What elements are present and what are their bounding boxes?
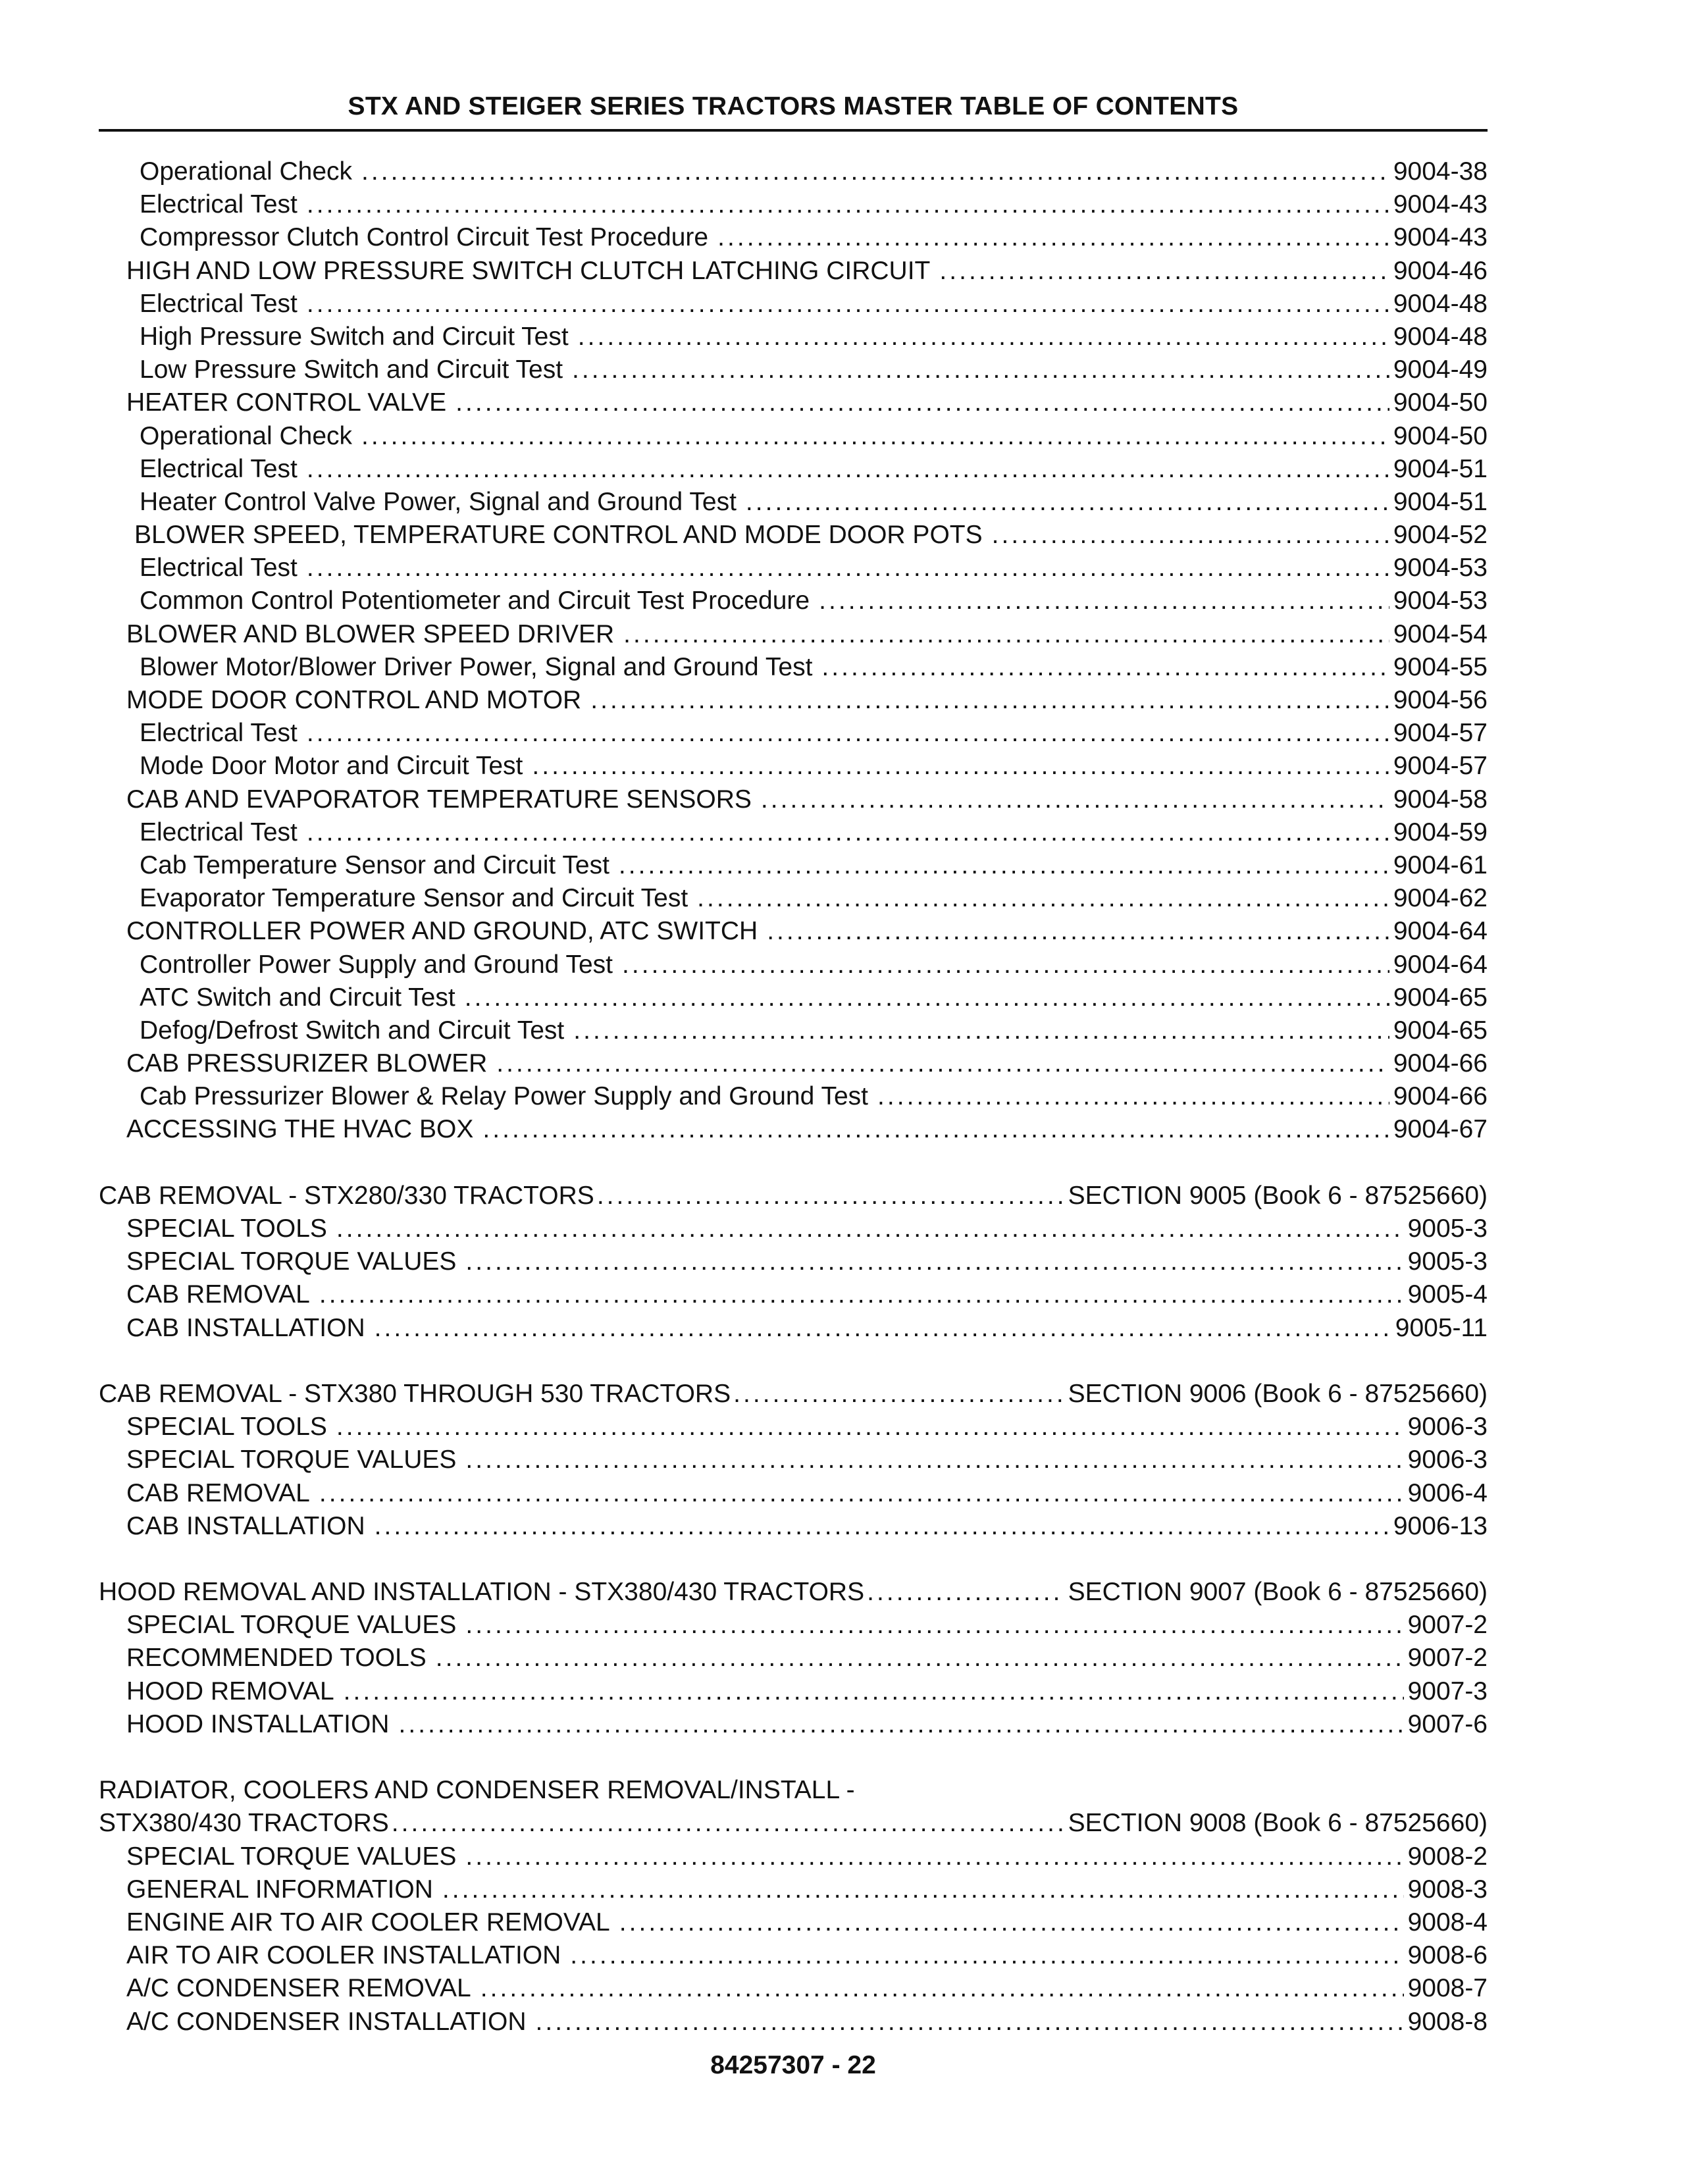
toc-entry[interactable] (99, 1113, 1488, 1146)
toc-entry-label: AIR TO AIR COOLER INSTALLATION (126, 1941, 561, 1970)
dot-leader (361, 155, 1389, 188)
toc-entry-label: A/C CONDENSER REMOVAL (126, 1974, 471, 2003)
toc-entry[interactable] (99, 288, 1488, 321)
toc-entry-label: SPECIAL TORQUE VALUES (126, 1445, 457, 1474)
dot-leader (465, 1609, 1403, 1642)
dot-leader (465, 1840, 1403, 1873)
toc-entry-page: 9004-52 (1393, 521, 1488, 550)
dot-leader (619, 849, 1389, 882)
dot-leader (767, 915, 1389, 948)
dot-leader (465, 1245, 1403, 1278)
toc-entry-label: CAB INSTALLATION (126, 1511, 365, 1540)
dot-leader (398, 1708, 1403, 1741)
toc-entry[interactable] (99, 1906, 1488, 1939)
dot-leader (436, 1642, 1404, 1675)
toc-entry-label: Cab Temperature Sensor and Circuit Test (140, 850, 609, 879)
dot-leader (307, 816, 1389, 849)
toc-entry-page: 9005-11 (1395, 1313, 1488, 1342)
toc-entry[interactable] (99, 486, 1488, 519)
toc-entry-label: Electrical Test (140, 719, 298, 748)
dot-leader (375, 1312, 1391, 1345)
toc-entry-label: CAB REMOVAL (126, 1280, 310, 1309)
dot-leader (821, 651, 1389, 684)
dot-leader (336, 1411, 1404, 1443)
toc-entry-label: ENGINE AIR TO AIR COOLER REMOVAL (126, 1908, 610, 1937)
toc-entry-label: Electrical Test (140, 190, 298, 219)
dot-leader (442, 1873, 1404, 1906)
toc-entry-label: Mode Door Motor and Circuit Test (140, 752, 523, 781)
dot-leader (307, 552, 1389, 585)
toc-entry[interactable] (99, 585, 1488, 617)
toc-entry[interactable] (99, 717, 1488, 750)
toc-entry[interactable] (99, 1708, 1488, 1741)
toc-entry-page: 9004-43 (1393, 190, 1488, 219)
toc-entry-label: BLOWER SPEED, TEMPERATURE CONTROL AND MODE DOOR POTS (134, 521, 983, 550)
toc-entry-label: Common Control Potentiometer and Circuit Test Procedure (140, 586, 810, 615)
toc-entry-label: Electrical Test (140, 554, 298, 583)
toc-entry-label: ATC Switch and Circuit Test (140, 983, 455, 1012)
toc-entry[interactable] (99, 651, 1488, 684)
toc-entry[interactable] (99, 1047, 1488, 1080)
dot-leader (939, 255, 1389, 288)
toc-entry-page: 9004-51 (1393, 487, 1488, 516)
toc-entry[interactable] (99, 915, 1488, 948)
dot-leader (344, 1675, 1404, 1708)
toc-entry-page: 9004-49 (1393, 355, 1488, 384)
dot-leader (536, 2006, 1404, 2039)
dot-leader (877, 1080, 1389, 1113)
toc-entry-label: A/C CONDENSER INSTALLATION (126, 2007, 527, 2036)
toc-entry-page: 9004-53 (1393, 586, 1488, 615)
toc-entry-page: 9004-65 (1393, 983, 1488, 1012)
toc-entry-page: 9004-55 (1393, 652, 1488, 681)
toc-entry[interactable] (99, 1411, 1488, 1443)
toc-entry[interactable] (99, 552, 1488, 585)
dot-leader (697, 882, 1389, 915)
toc-entry-label: CAB INSTALLATION (126, 1313, 365, 1342)
toc-entry-label: Evaporator Temperature Sensor and Circuit Test (140, 884, 688, 913)
toc-entry-label: High Pressure Switch and Circuit Test (140, 322, 569, 351)
toc-entry-label: MODE DOOR CONTROL AND MOTOR (126, 686, 582, 714)
toc-entry[interactable] (99, 321, 1488, 353)
toc-entry-page: 9004-64 (1393, 950, 1488, 979)
toc-entry[interactable] (99, 618, 1488, 651)
toc-entry-page: 9007-6 (1407, 1709, 1488, 1738)
toc-entry-page: 9004-51 (1393, 454, 1488, 483)
toc-entry[interactable] (99, 2006, 1488, 2039)
toc-entry-label: CAB PRESSURIZER BLOWER (126, 1049, 488, 1078)
dot-leader (590, 684, 1389, 717)
toc-entry-page: 9007-2 (1407, 1644, 1488, 1673)
toc-entry-label: CAB AND EVAPORATOR TEMPERATURE SENSORS (126, 785, 752, 814)
toc-entry[interactable] (99, 981, 1488, 1014)
dot-leader (867, 1576, 1064, 1609)
toc-entry-label: SPECIAL TOOLS (126, 1214, 327, 1243)
toc-entry-label: BLOWER AND BLOWER SPEED DRIVER (126, 619, 615, 648)
toc-entry-label: CAB REMOVAL (126, 1478, 310, 1507)
section-spacer (99, 1147, 1488, 1180)
toc-entry-page: 9004-43 (1393, 223, 1488, 252)
toc-entry[interactable] (99, 750, 1488, 783)
dot-leader (392, 1807, 1064, 1840)
dot-leader (480, 1972, 1404, 2005)
toc-entry-label: Cab Pressurizer Blower & Relay Power Supply and Ground Test (140, 1082, 868, 1111)
toc-entry-label: GENERAL INFORMATION (126, 1875, 433, 1904)
section-title: HOOD REMOVAL AND INSTALLATION - STX380/430 TRACTORS (99, 1578, 865, 1607)
header-rule (99, 129, 1488, 132)
dot-leader (307, 188, 1389, 221)
toc-entry-page: 9004-56 (1393, 686, 1488, 714)
section-spacer (99, 1741, 1488, 1774)
toc-entry[interactable] (99, 1939, 1488, 1972)
toc-entry-label: ACCESSING THE HVAC BOX (126, 1115, 474, 1144)
dot-leader (375, 1510, 1389, 1543)
toc-entry[interactable] (99, 783, 1488, 816)
dot-leader (992, 519, 1389, 552)
toc-entry-label: Compressor Clutch Control Circuit Test Procedure (140, 223, 709, 252)
toc-entry-label: SPECIAL TOOLS (126, 1413, 327, 1442)
section-heading[interactable] (99, 1378, 1488, 1411)
toc-entry-page: 9005-4 (1407, 1280, 1488, 1309)
dot-leader (465, 1443, 1403, 1476)
toc-entry[interactable] (99, 949, 1488, 981)
toc-entry[interactable] (99, 1642, 1488, 1675)
page-number: 84257307 - 22 (710, 2051, 876, 2079)
toc-entry-page: 9004-66 (1393, 1082, 1488, 1111)
toc-entry-page: 9004-66 (1393, 1049, 1488, 1078)
toc-entry-page: 9004-50 (1393, 421, 1488, 450)
toc-entry[interactable] (99, 353, 1488, 386)
toc-entry-label: Electrical Test (140, 818, 298, 846)
toc-entry-page: 9008-3 (1407, 1875, 1488, 1904)
dot-leader (307, 453, 1389, 486)
toc-entry-page: 9008-8 (1407, 2007, 1488, 2036)
toc-entry-label: SPECIAL TORQUE VALUES (126, 1842, 457, 1871)
section-ref: SECTION 9006 (Book 6 - 87525660) (1068, 1379, 1488, 1408)
toc-entry-page: 9004-62 (1393, 884, 1488, 913)
toc-entry[interactable] (99, 1245, 1488, 1278)
toc-entry-page: 9004-67 (1393, 1115, 1488, 1144)
dot-leader (496, 1047, 1389, 1080)
toc-entry[interactable] (99, 188, 1488, 221)
toc-entry-page: 9004-48 (1393, 289, 1488, 318)
table-of-contents (99, 155, 1488, 2039)
section-ref: SECTION 9007 (Book 6 - 87525660) (1068, 1578, 1488, 1607)
toc-entry-label: HOOD INSTALLATION (126, 1709, 390, 1738)
dot-leader (570, 1939, 1403, 1972)
toc-entry-label: RECOMMENDED TOOLS (126, 1644, 427, 1673)
section-spacer (99, 1345, 1488, 1378)
toc-entry[interactable] (99, 155, 1488, 188)
dot-leader (622, 949, 1389, 981)
dot-leader (578, 321, 1389, 353)
toc-entry-label: Blower Motor/Blower Driver Power, Signal and Ground Test (140, 652, 813, 681)
toc-entry-label: Operational Check (140, 157, 353, 186)
toc-entry[interactable] (99, 1510, 1488, 1543)
toc-entry-page: 9004-54 (1393, 619, 1488, 648)
toc-entry-label: Heater Control Valve Power, Signal and Ground Test (140, 487, 737, 516)
toc-entry[interactable] (99, 519, 1488, 552)
dot-leader (307, 717, 1389, 750)
toc-entry-label: Operational Check (140, 421, 353, 450)
dot-leader (361, 420, 1389, 453)
dot-leader (619, 1906, 1404, 1939)
toc-entry-page: 9004-50 (1393, 388, 1488, 417)
dot-leader (319, 1477, 1404, 1510)
toc-entry-page: 9004-61 (1393, 850, 1488, 879)
toc-entry[interactable] (99, 255, 1488, 288)
toc-entry-page: 9006-13 (1393, 1511, 1488, 1540)
dot-leader (482, 1113, 1389, 1146)
dot-leader (819, 585, 1389, 617)
dot-leader (532, 750, 1389, 783)
toc-entry-page: 9005-3 (1407, 1214, 1488, 1243)
dot-leader (761, 783, 1389, 816)
toc-entry-label: Electrical Test (140, 289, 298, 318)
toc-entry-page: 9006-3 (1407, 1413, 1488, 1442)
toc-entry[interactable] (99, 1443, 1488, 1476)
toc-entry[interactable] (99, 684, 1488, 717)
dot-leader (572, 353, 1389, 386)
toc-entry[interactable] (99, 1014, 1488, 1047)
dot-leader (465, 981, 1389, 1014)
toc-entry-label: HOOD REMOVAL (126, 1677, 334, 1705)
toc-entry[interactable] (99, 453, 1488, 486)
dot-leader (717, 221, 1389, 254)
toc-entry-page: 9004-57 (1393, 752, 1488, 781)
dot-leader (307, 288, 1389, 321)
section-title: CAB REMOVAL - STX280/330 TRACTORS (99, 1181, 594, 1210)
toc-entry-label: Controller Power Supply and Ground Test (140, 950, 613, 979)
toc-entry-page: 9004-65 (1393, 1016, 1488, 1045)
toc-entry[interactable] (99, 1312, 1488, 1345)
section-heading[interactable] (99, 1807, 1488, 1840)
toc-entry-page: 9004-46 (1393, 256, 1488, 285)
toc-entry-label: Low Pressure Switch and Circuit Test (140, 355, 563, 384)
toc-entry-label: SPECIAL TORQUE VALUES (126, 1247, 457, 1276)
toc-entry-page: 9004-64 (1393, 917, 1488, 946)
toc-entry[interactable] (99, 1675, 1488, 1708)
toc-entry[interactable] (99, 1212, 1488, 1245)
dot-leader (319, 1278, 1404, 1311)
dot-leader (336, 1212, 1404, 1245)
dot-leader (455, 386, 1389, 419)
toc-entry[interactable] (99, 1278, 1488, 1311)
toc-entry[interactable] (99, 1609, 1488, 1642)
toc-entry-page: 9004-57 (1393, 719, 1488, 748)
toc-entry[interactable] (99, 816, 1488, 849)
section-ref: SECTION 9005 (Book 6 - 87525660) (1068, 1181, 1488, 1210)
toc-entry[interactable] (99, 1972, 1488, 2005)
section-title-line: RADIATOR, COOLERS AND CONDENSER REMOVAL/INSTALL - (99, 1776, 855, 1805)
dot-leader (573, 1014, 1389, 1047)
toc-entry-page: 9008-4 (1407, 1908, 1488, 1937)
toc-entry[interactable] (99, 1477, 1488, 1510)
toc-entry[interactable] (99, 221, 1488, 254)
toc-entry-label: HIGH AND LOW PRESSURE SWITCH CLUTCH LATCHING CIRCUIT (126, 256, 931, 285)
toc-entry-page: 9007-3 (1407, 1677, 1488, 1705)
toc-entry[interactable] (99, 882, 1488, 915)
dot-leader (746, 486, 1389, 519)
toc-entry-page: 9008-6 (1407, 1941, 1488, 1970)
toc-entry-page: 9006-3 (1407, 1445, 1488, 1474)
toc-entry[interactable] (99, 420, 1488, 453)
section-title: CAB REMOVAL - STX380 THROUGH 530 TRACTORS (99, 1379, 731, 1408)
page-title: STX AND STEIGER SERIES TRACTORS MASTER TABLE OF CONTENTS (348, 92, 1239, 120)
toc-entry-label: CONTROLLER POWER AND GROUND, ATC SWITCH (126, 917, 758, 946)
toc-entry-label: HEATER CONTROL VALVE (126, 388, 447, 417)
toc-entry-page: 9004-58 (1393, 785, 1488, 814)
dot-leader (623, 618, 1389, 651)
toc-entry-page: 9008-2 (1407, 1842, 1488, 1871)
toc-entry[interactable] (99, 1873, 1488, 1906)
toc-entry-page: 9008-7 (1407, 1974, 1488, 2003)
toc-entry[interactable] (99, 386, 1488, 419)
toc-entry[interactable] (99, 1080, 1488, 1113)
toc-entry-page: 9007-2 (1407, 1611, 1488, 1640)
toc-entry-page: 9006-4 (1407, 1478, 1488, 1507)
section-title: STX380/430 TRACTORS (99, 1809, 389, 1838)
section-heading[interactable] (99, 1180, 1488, 1212)
toc-entry-page: 9005-3 (1407, 1247, 1488, 1276)
toc-entry-label: Electrical Test (140, 454, 298, 483)
section-heading[interactable] (99, 1576, 1488, 1609)
toc-entry-label: Defog/Defrost Switch and Circuit Test (140, 1016, 565, 1045)
section-spacer (99, 1543, 1488, 1576)
toc-entry-page: 9004-38 (1393, 157, 1488, 186)
section-ref: SECTION 9008 (Book 6 - 87525660) (1068, 1809, 1488, 1838)
toc-entry-page: 9004-53 (1393, 554, 1488, 583)
toc-entry-page: 9004-48 (1393, 322, 1488, 351)
dot-leader (597, 1180, 1064, 1212)
toc-entry-label: SPECIAL TORQUE VALUES (126, 1611, 457, 1640)
toc-entry-page: 9004-59 (1393, 818, 1488, 846)
toc-entry[interactable] (99, 849, 1488, 882)
dot-leader (733, 1378, 1064, 1411)
toc-entry[interactable] (99, 1840, 1488, 1873)
